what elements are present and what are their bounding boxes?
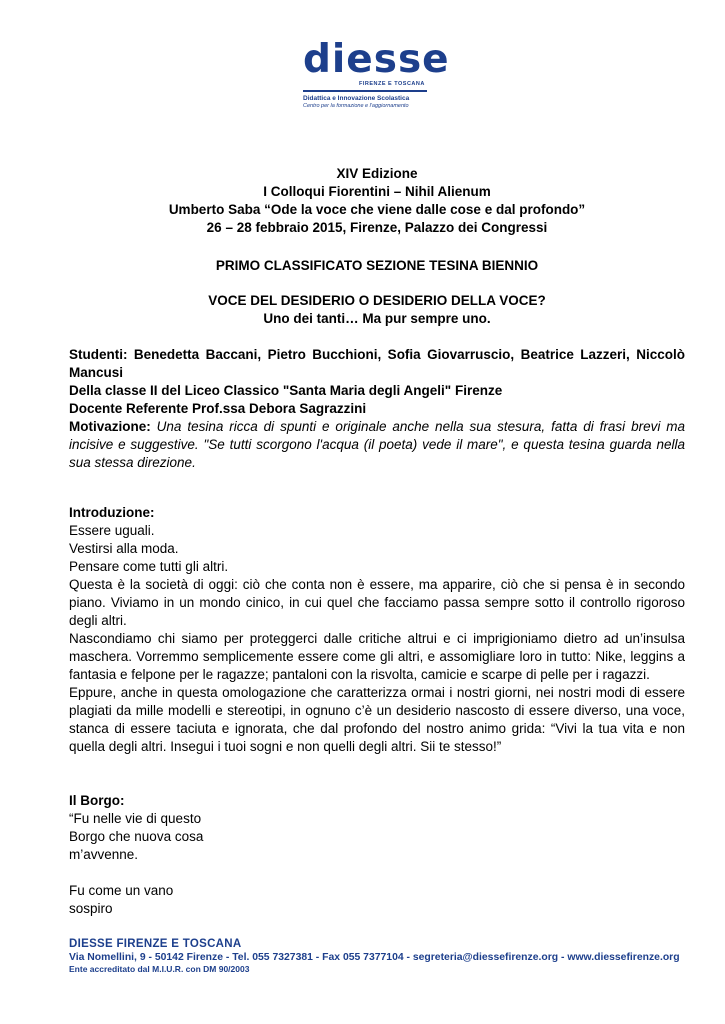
verse-spacer (69, 864, 685, 882)
footer-org: DIESSE FIRENZE E TOSCANA (69, 938, 242, 950)
intro-paragraph: Eppure, anche in questa omologazione che caratterizza ormai i nostri giorni, nei nostri modi di essere plagiati da mille modelli e stereotipi, in ognuno c’è un desiderio nascosto di essere diverso, una voce, stanca di essere taciuta e ignorata, che dal profondo del nostro animo grida: “Vivi la tua vita e non quella degli altri. Insegui i tuoi sogni e non quelli degli altri. Sii te stesso!” (69, 685, 685, 754)
intro-line: Vestirsi alla moda. (69, 541, 179, 556)
event-theme: Umberto Saba “Ode la voce che viene dalle cose e dal profondo” (168, 202, 586, 217)
work-info (69, 346, 685, 472)
footer-address: Via Nomellini, 9 - 50142 Firenze - Tel. 055 7327381 - Fax 055 7377104 - segreteria@diessefirenze.org - www.diessefirenze.org (69, 952, 680, 963)
verse-line: Fu come un vano (69, 883, 174, 898)
borgo-section (69, 792, 685, 918)
teacher: Docente Referente Prof.ssa Debora Sagrazzini (69, 401, 367, 416)
logo-region: FIRENZE E TOSCANA (359, 81, 425, 87)
students: Studenti: Benedetta Baccani, Pietro Bucchioni, Sofia Giovarruscio, Beatrice Lazzeri, Niccolò Mancusi (69, 347, 685, 380)
footer-accreditation: Ente accreditato dal M.I.U.R. con DM 90/2003 (69, 964, 250, 974)
intro-paragraph: Questa è la società di oggi: ciò che conta non è essere, ma apparire, ciò che si pensa è in secondo piano. Viviamo in un mondo cinico, in cui quel che facciamo passa sempre sotto il controllo rigoroso degli altri. (69, 577, 685, 628)
intro-heading: Introduzione: (69, 505, 155, 520)
page-footer (69, 938, 709, 974)
event-date-place: 26 – 28 febbraio 2015, Firenze, Palazzo dei Congressi (206, 220, 548, 235)
verse-line: sospiro (69, 901, 113, 916)
work-subtitle: Uno dei tanti… Ma pur sempre uno. (263, 311, 491, 326)
motivation-text: Una tesina ricca di spunti e originale anche nella sua stesura, fatta di frasi brevi ma incisive e suggestive. "Se tutti scorgono l'acqua (il poeta) vede il mare", e questa tesina guarda nella sua stessa direzione. (69, 419, 685, 470)
event-header (69, 165, 685, 237)
intro-line: Essere uguali. (69, 523, 155, 538)
event-name: I Colloqui Fiorentini – Nihil Alienum (263, 184, 491, 199)
motivation (69, 418, 685, 472)
intro-line: Pensare come tutti gli altri. (69, 559, 229, 574)
work-title: VOCE DEL DESIDERIO O DESIDERIO DELLA VOCE? (208, 293, 546, 308)
edition: XIV Edizione (336, 166, 418, 181)
logo-divider (303, 90, 427, 92)
logo-tagline-1: Didattica e Innovazione Scolastica (303, 95, 410, 102)
work-title-block (69, 292, 685, 328)
introduction-section (69, 504, 685, 756)
diesse-logo (303, 37, 450, 109)
award-title: PRIMO CLASSIFICATO SEZIONE TESINA BIENNIO (215, 258, 539, 273)
verse-line: Borgo che nuova cosa (69, 829, 204, 844)
logo-tagline-2: Centro per la formazione e l'aggiornamento (303, 103, 409, 109)
motivation-label: Motivazione: (69, 419, 151, 434)
borgo-heading: Il Borgo: (69, 793, 125, 808)
intro-paragraph: Nascondiamo chi siamo per proteggerci dalle critiche altrui e ci imprigioniamo dietro ad un’insulsa maschera. Vorremmo semplicemente essere come gli altri, e assomigliare loro in tutto: Nike, leggins a fantasia e felpone per le ragazze; pantaloni con la risvolta, camicie e scarpe di pelle per i ragazzi. (69, 631, 685, 682)
verse-line: m’avvenne. (69, 847, 139, 862)
verse-line: “Fu nelle vie di questo (69, 811, 202, 826)
class-school: Della classe II del Liceo Classico "Santa Maria degli Angeli" Firenze (69, 383, 503, 398)
logo-wordmark: diesse (303, 37, 450, 82)
